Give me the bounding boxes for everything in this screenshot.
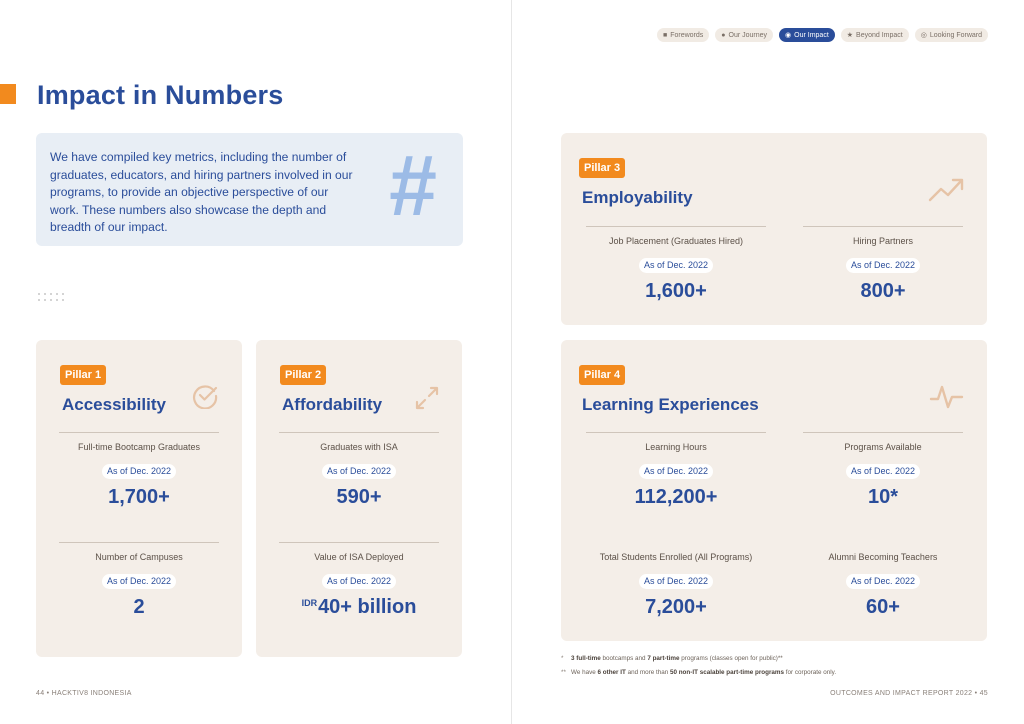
metric-label: Alumni Becoming Teachers — [828, 552, 938, 562]
card-heading: Learning Experiences — [582, 395, 759, 414]
footnote-1 — [561, 652, 836, 666]
footnote-bold: 3 full-time — [571, 655, 601, 662]
nav-item-label: Beyond Impact — [856, 31, 903, 39]
footnote-bold: 6 other IT — [597, 669, 626, 676]
section-nav — [657, 28, 988, 42]
metric-job-placement — [586, 226, 766, 303]
footnote-bold: 50 non-IT scalable part-time programs — [669, 669, 785, 676]
card-heading: Employability — [582, 188, 693, 207]
divider — [59, 542, 219, 543]
expand-arrows-icon — [414, 385, 440, 411]
nav-item-label: Forewords — [670, 31, 704, 39]
metric-students-enrolled — [586, 542, 766, 619]
footnote-2 — [561, 666, 836, 680]
metric-campuses — [59, 542, 219, 619]
metric-label: Value of ISA Deployed — [314, 552, 404, 562]
footnotes — [561, 652, 836, 680]
metric-value: 7,200+ — [645, 596, 707, 618]
footnote-text: bootcamps and — [600, 655, 648, 662]
nav-item-forewords[interactable] — [657, 28, 709, 42]
footnote-text: We have — [571, 669, 598, 676]
card-heading: Affordability — [282, 395, 383, 414]
date-badge: As of Dec. 2022 — [102, 464, 176, 479]
nav-item-our-impact[interactable] — [779, 28, 835, 42]
book-icon: ■ — [662, 31, 668, 39]
page-gutter — [511, 0, 512, 724]
hash-icon: # — [389, 138, 437, 234]
metric-label: Number of Campuses — [95, 552, 183, 562]
metric-isa-value — [279, 542, 439, 619]
footnote-mark: * — [561, 655, 564, 662]
date-badge: As of Dec. 2022 — [846, 258, 920, 273]
pillar-4-card — [561, 340, 987, 641]
eye-icon: ◎ — [920, 31, 927, 39]
metric-value: 10* — [867, 486, 899, 508]
nav-item-looking-forward[interactable] — [915, 28, 988, 42]
pillar-2-card — [256, 340, 462, 657]
metric-graduates — [59, 432, 219, 509]
metric-label: Total Students Enrolled (All Programs) — [599, 552, 753, 562]
currency-prefix: IDR — [301, 598, 318, 608]
date-badge: As of Dec. 2022 — [639, 574, 713, 589]
intro-text: We have compiled key metrics, including the number of graduates, educators, and hiring partners involved in our programs, to provide an objective perspective of our work. These numbers also showcase the depth and breadth of our impact. — [50, 150, 353, 235]
metric-value-amount: 40+ billion — [318, 596, 417, 618]
metric-label: Programs Available — [844, 442, 922, 452]
date-badge: As of Dec. 2022 — [102, 574, 176, 589]
nav-item-label: Our Impact — [794, 31, 829, 39]
nav-item-label: Looking Forward — [929, 31, 982, 39]
star-icon: ★ — [846, 31, 854, 39]
metric-programs-available — [803, 432, 963, 509]
date-badge: As of Dec. 2022 — [639, 464, 713, 479]
target-icon: ◉ — [785, 31, 792, 39]
metric-value: 60+ — [866, 596, 900, 618]
metric-alumni-teachers — [803, 542, 963, 619]
footnote-text: for corporate only. — [784, 669, 837, 676]
pulse-wave-icon — [929, 383, 965, 411]
pillar-tag: Pillar 3 — [579, 158, 625, 178]
divider — [586, 432, 766, 433]
footnote-text: and more than — [625, 669, 670, 676]
metric-value: 800+ — [860, 280, 906, 302]
metric-label: Job Placement (Graduates Hired) — [608, 236, 744, 246]
pillar-tag: Pillar 2 — [280, 365, 326, 385]
page-footer-right: OUTCOMES AND IMPACT REPORT 2022 • 45 — [830, 690, 988, 697]
metric-learning-hours — [586, 432, 766, 509]
divider — [279, 432, 439, 433]
page-title: Impact in Numbers — [37, 80, 284, 110]
metric-hiring-partners — [803, 226, 963, 303]
footnote-text: programs (classes open for public)** — [679, 655, 783, 662]
nav-item-label: Our Journey — [728, 31, 768, 39]
pillar-tag: Pillar 1 — [60, 365, 106, 385]
footnote-mark: ** — [561, 669, 566, 676]
title-accent-bar — [0, 84, 16, 104]
metric-value: 1,700+ — [108, 486, 170, 508]
check-circle-icon — [192, 382, 219, 409]
page-footer-left: 44 • HACKTIV8 INDONESIA — [36, 690, 132, 697]
metric-label: Full-time Bootcamp Graduates — [77, 442, 201, 452]
divider — [586, 226, 766, 227]
divider — [803, 432, 963, 433]
date-badge: As of Dec. 2022 — [322, 574, 396, 589]
date-badge: As of Dec. 2022 — [322, 464, 396, 479]
intro-box — [36, 133, 463, 246]
nav-item-our-journey[interactable] — [715, 28, 773, 42]
nav-item-beyond-impact[interactable] — [841, 28, 909, 42]
metric-label: Learning Hours — [645, 442, 707, 452]
metric-isa-graduates — [279, 432, 439, 509]
metric-value: 1,600+ — [645, 280, 707, 302]
decorative-dots — [36, 291, 68, 303]
date-badge: As of Dec. 2022 — [639, 258, 713, 273]
date-badge: As of Dec. 2022 — [846, 574, 920, 589]
metric-value — [279, 596, 439, 619]
divider — [59, 432, 219, 433]
footnote-bold: 7 part-time — [647, 655, 680, 662]
divider — [279, 542, 439, 543]
pillar-tag: Pillar 4 — [579, 365, 625, 385]
card-heading: Accessibility — [62, 395, 166, 414]
metric-value: 2 — [133, 596, 145, 618]
metric-value: 112,200+ — [634, 486, 718, 508]
trend-up-icon — [927, 176, 965, 204]
date-badge: As of Dec. 2022 — [846, 464, 920, 479]
divider — [803, 226, 963, 227]
pillar-3-card — [561, 133, 987, 325]
map-pin-icon: ● — [721, 31, 726, 39]
metric-label: Hiring Partners — [852, 236, 914, 246]
metric-label: Graduates with ISA — [320, 442, 398, 452]
metric-value: 590+ — [336, 486, 382, 508]
pillar-1-card — [36, 340, 242, 657]
